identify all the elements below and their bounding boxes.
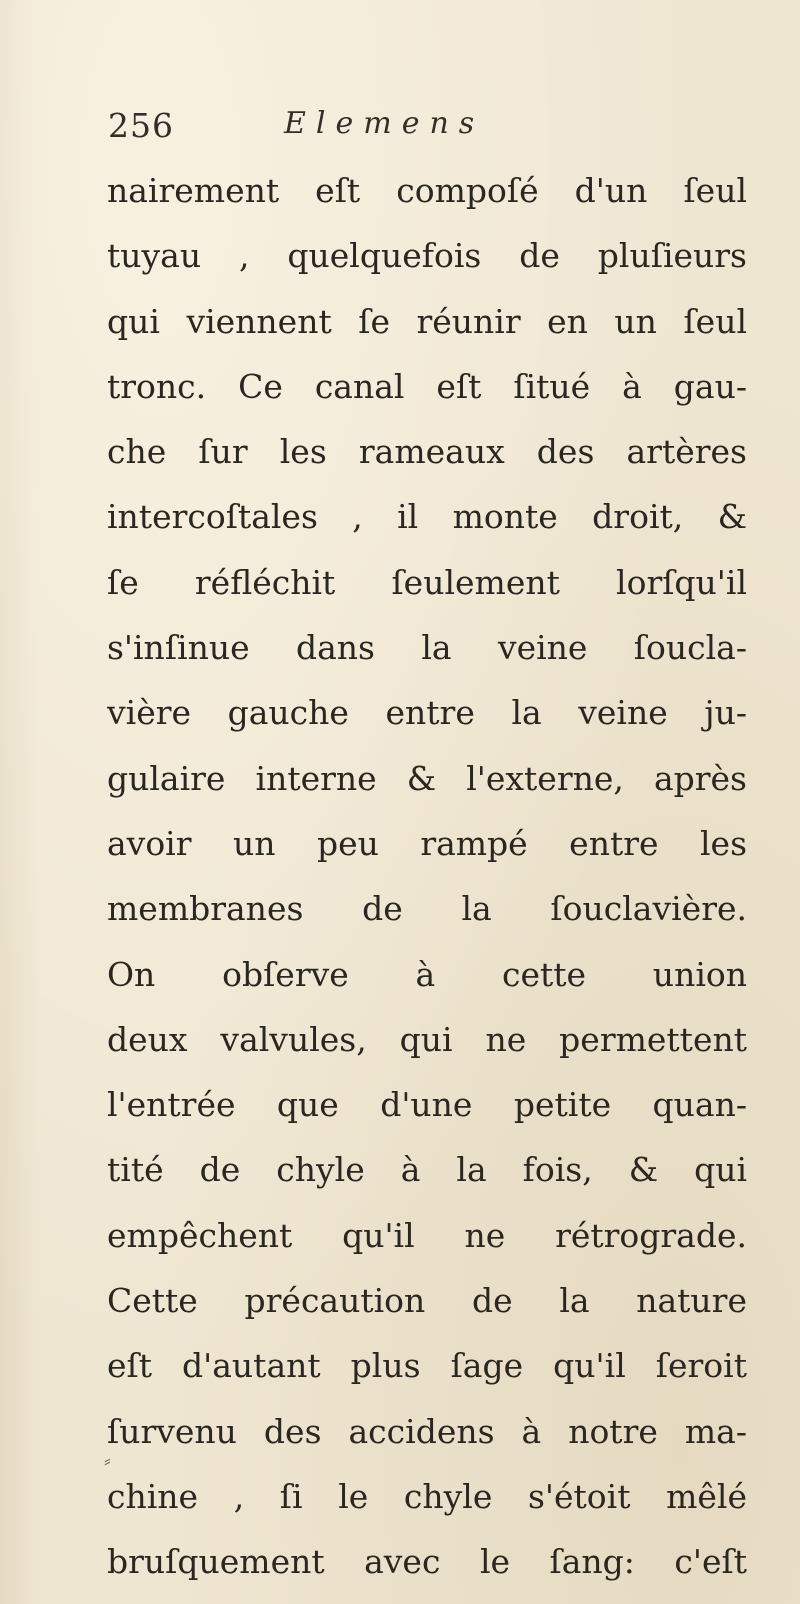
text-line: vière gauche entre la veine ju- (107, 693, 747, 733)
text-line: intercoſtales , il monte droit, & (107, 497, 747, 537)
text-line: avoir un peu rampé entre les (107, 823, 747, 863)
text-line: eſt d'autant plus ſage qu'il ſeroit (107, 1346, 747, 1386)
text-line: On obſerve à cette union (107, 954, 747, 994)
text-line: chine , ſi le chyle s'étoit mêlé (107, 1476, 747, 1516)
text-line: membranes de la ſouclavière. (107, 889, 747, 929)
printer-mark-icon: ⸗ (104, 1448, 111, 1472)
text-line: deux valvules, qui ne permettent (107, 1019, 747, 1059)
text-line: tronc. Ce canal eſt ſitué à gau- (107, 366, 747, 406)
text-line: empêchent qu'il ne rétrograde. (107, 1215, 747, 1255)
text-line: gulaire interne & l'externe, après (107, 758, 747, 798)
text-line: che ſur les rameaux des artères (107, 432, 747, 472)
text-line: s'inſinue dans la veine ſoucla- (107, 628, 747, 668)
text-line: tuyau , quelquefois de pluſieurs (107, 236, 747, 276)
text-line: ſe réfléchit ſeulement lorſqu'il (107, 562, 747, 602)
page-number: 256 (108, 106, 174, 145)
running-title: Elemens (284, 106, 485, 141)
text-line: l'entrée que d'une petite quan- (107, 1085, 747, 1125)
body-text (107, 158, 747, 1595)
text-line: qui viennent ſe réunir en un ſeul (107, 301, 747, 341)
text-line: ſurvenu des accidens à notre ma- (107, 1411, 747, 1451)
text-line: Cette précaution de la nature (107, 1281, 747, 1321)
text-line: tité de chyle à la fois, & qui (107, 1150, 747, 1190)
running-head (108, 100, 728, 150)
text-line: bruſquement avec le ſang: c'eſt (107, 1542, 747, 1582)
text-line: nairement eſt compoſé d'un ſeul (107, 171, 747, 210)
